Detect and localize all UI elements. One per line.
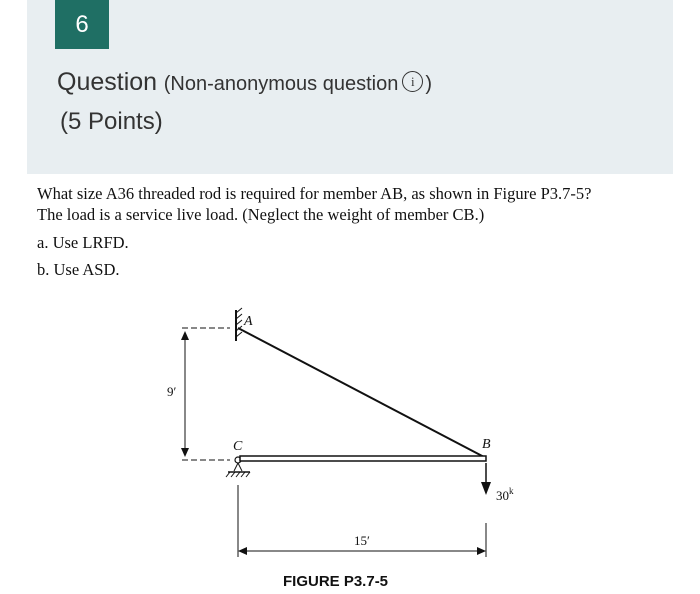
label-b: B (482, 437, 491, 452)
problem-line-2: The load is a service live load. (Neglect the weight of member CB.) (37, 205, 485, 224)
question-number-badge: 6 (55, 0, 109, 49)
info-icon[interactable]: i (402, 71, 423, 92)
span-arrow-right (477, 547, 486, 555)
problem-line-1: What size A36 threaded rod is required for member AB, as shown in Figure P3.7-5? (37, 184, 592, 203)
height-label: 9′ (167, 384, 177, 399)
figure-caption: FIGURE P3.7-5 (283, 573, 389, 590)
question-subtitle: (Non-anonymous question (163, 73, 399, 95)
height-arrow-top (181, 331, 189, 340)
member-ab (238, 328, 486, 458)
height-arrow-bottom (181, 448, 189, 457)
option-a: a. Use LRFD. (37, 233, 129, 252)
span-label: 15′ (354, 533, 370, 548)
close-paren: ) (425, 73, 432, 95)
load-arrowhead (481, 482, 491, 495)
label-a: A (244, 314, 253, 329)
question-title-text: Question (57, 68, 158, 96)
option-b: b. Use ASD. (37, 260, 120, 279)
load-label (496, 486, 514, 503)
question-points: (5 Points) (60, 108, 163, 135)
member-cb (240, 456, 486, 461)
truss-diagram (160, 305, 540, 570)
problem-statement (37, 183, 677, 225)
load-value: 30 (496, 488, 509, 503)
wall-support-a (236, 308, 242, 341)
question-title (57, 68, 432, 97)
span-arrow-left (238, 547, 247, 555)
label-c: C (233, 439, 243, 454)
load-unit: k (509, 486, 514, 496)
